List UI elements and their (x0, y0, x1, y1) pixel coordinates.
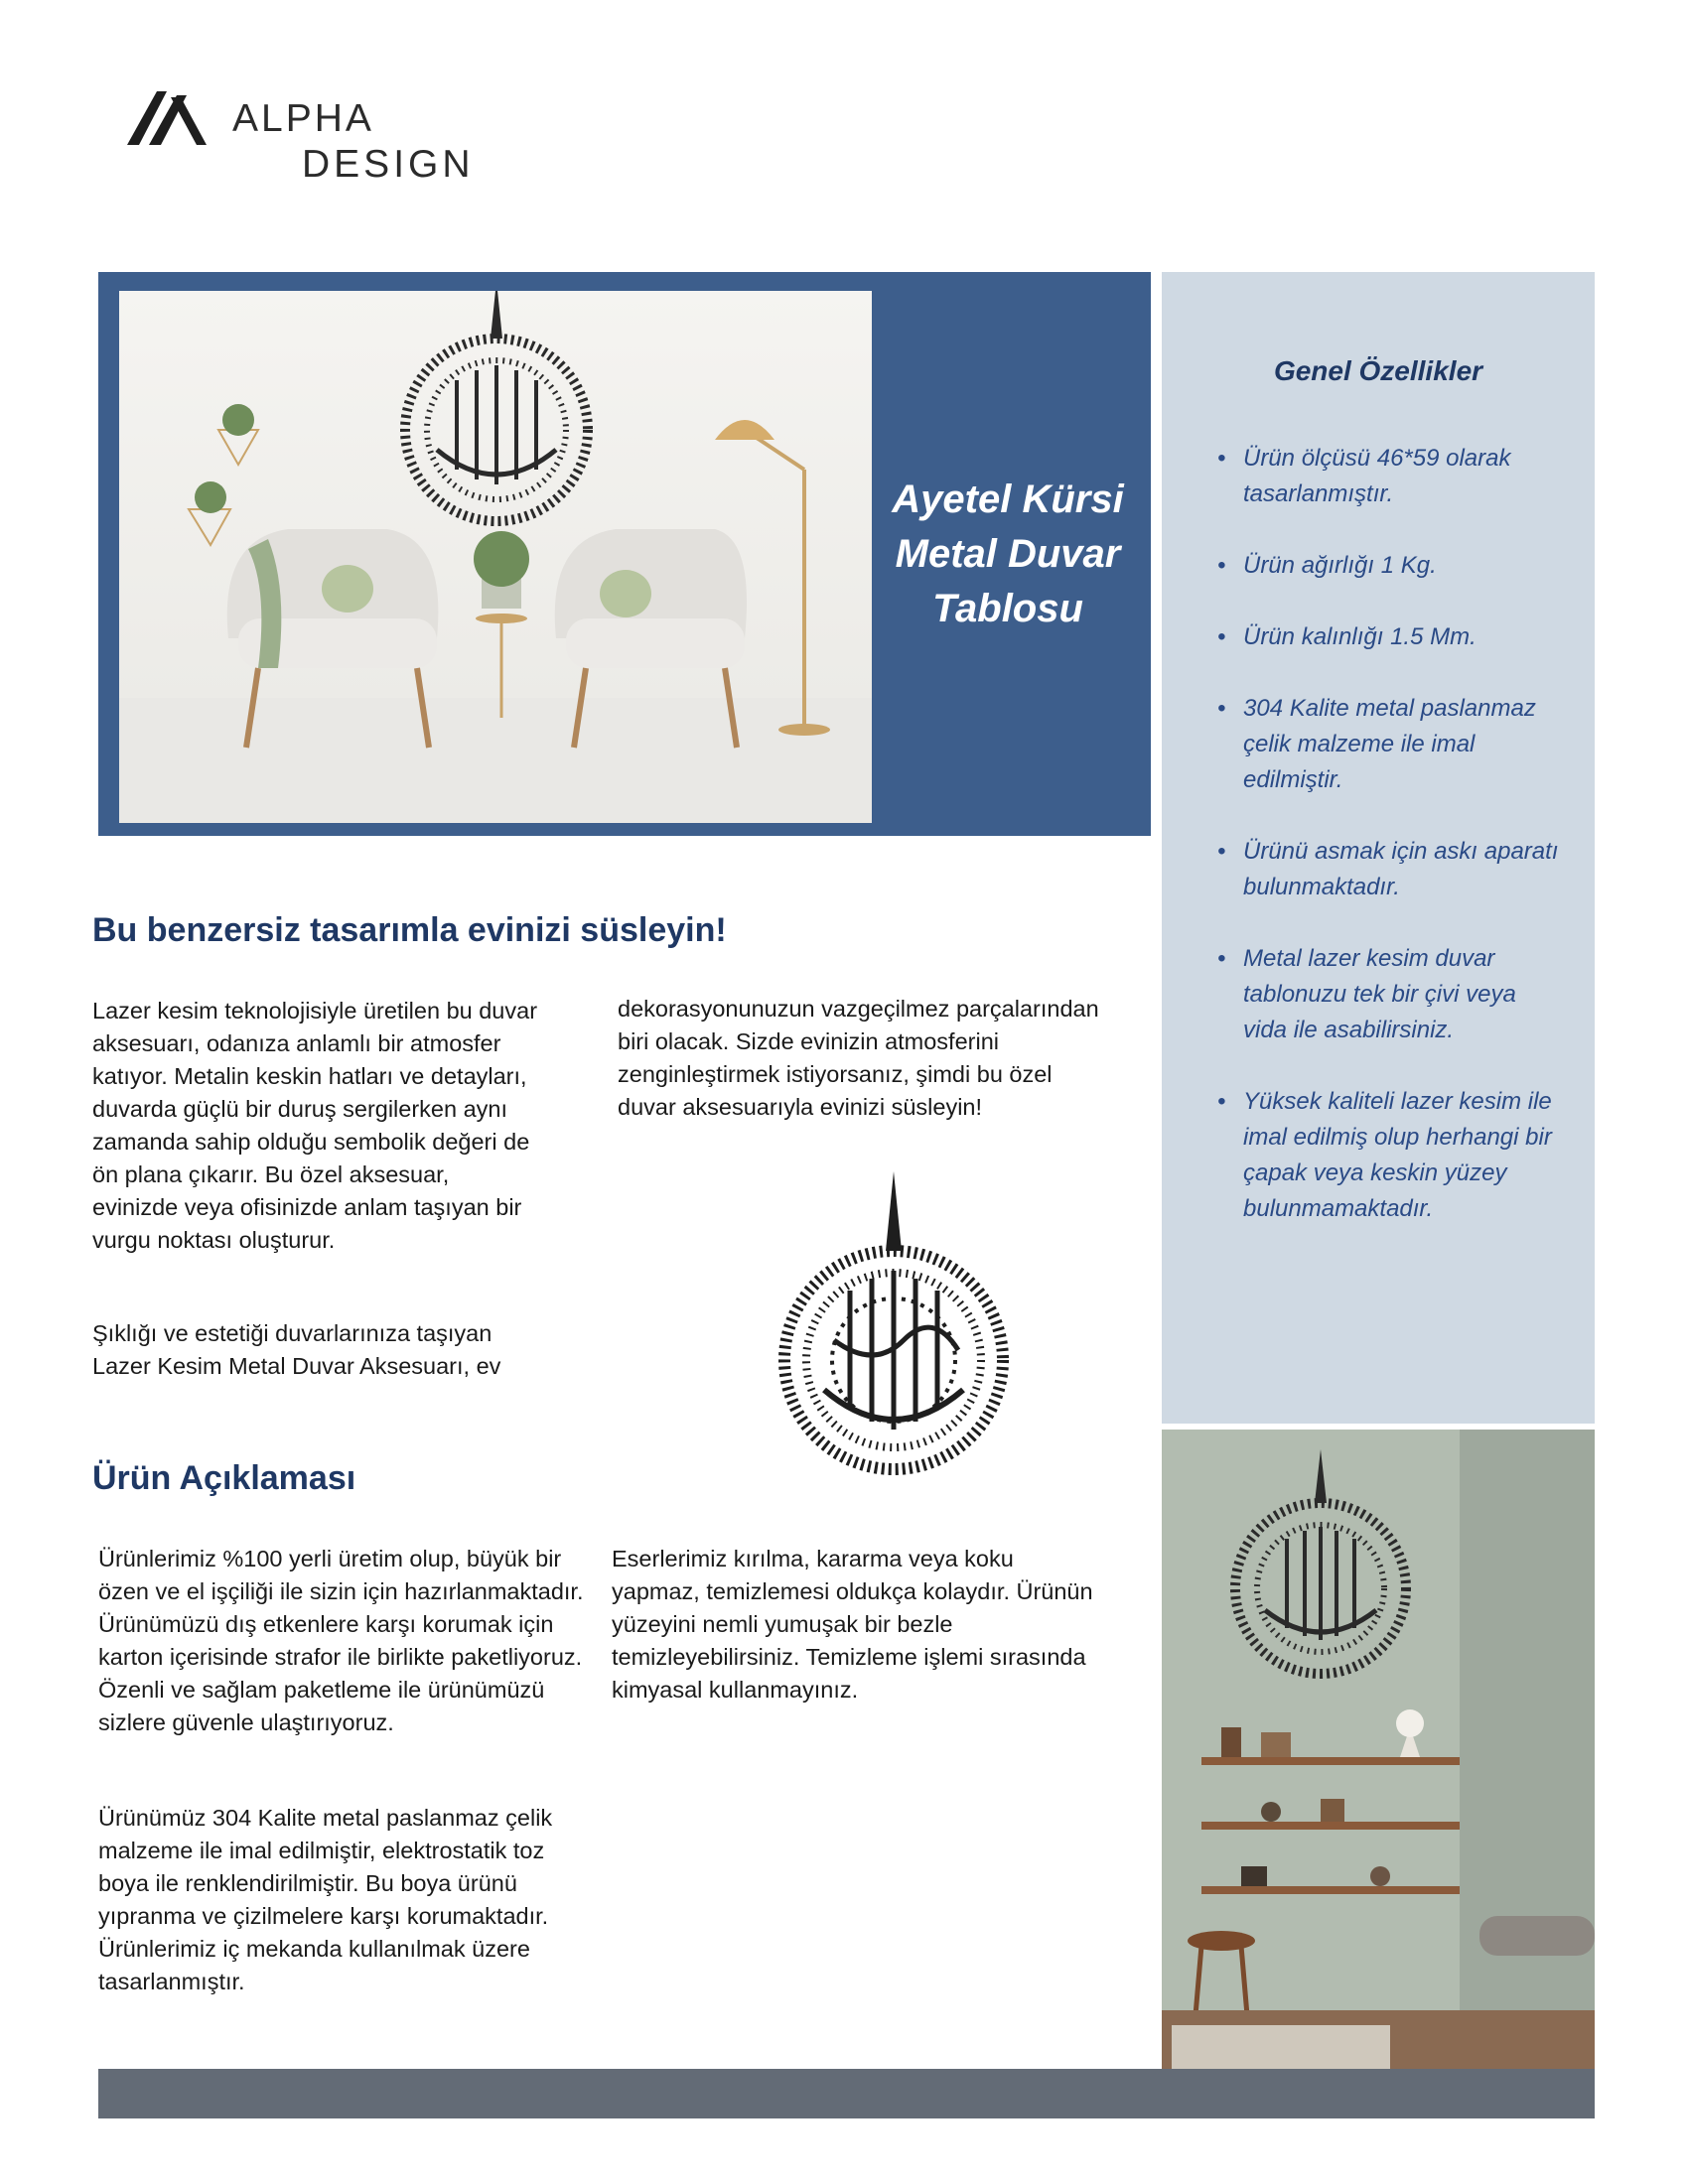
feature-item: • Yüksek kaliteli lazer kesim ile imal edilmiş olup herhangi bir çapak veya keskin yüzey bulunmamaktadır. (1217, 1084, 1565, 1227)
decorate-paragraph-3: dekorasyonunuzun vazgeçilmez parçalarından biri olacak. Sizde evinizin atmosferini zenginleştirmek istiyorsanız, şimdi bu özel duvar aksesuarıyla evinizi süsleyin! (618, 996, 1099, 1120)
section-heading-decorate: Bu benzersiz tasarımla evinizi süsleyin! (92, 911, 727, 949)
product-title-line1: Ayetel Kürsi (892, 478, 1124, 521)
brand-name-line2: DESIGN (302, 143, 475, 186)
feature-item: • Ürün kalınlığı 1.5 Mm. (1217, 619, 1565, 655)
description-paragraph-2: Ürünümüz 304 Kalite metal paslanmaz çelik malzeme ile imal edilmiştir, elektrostatik toz boya ile renklendirilmiştir. Bu boya ürünü yıpranma ve çizilmelere karşı korumaktadır. Ürünlerimiz iç mekanda kullanılmak üzere tasarlanmıştır. (98, 1805, 553, 1994)
product-title-line3: Tablosu (932, 587, 1083, 630)
description-paragraph-3: Eserlerimiz kırılma, kararma veya koku yapmaz, temizlemesi oldukça kolaydır. Ürünün yüzeyini nemli yumuşak bir bezle temizleyebilirsiniz. Temizleme işlemi sırasında kimyasal kullanmayınız. (612, 1546, 1093, 1703)
features-list (1217, 441, 1565, 1263)
decorate-paragraph-1: Lazer kesim teknolojisiyle üretilen bu duvar aksesuarı, odanıza anlamlı bir atmosfer katıyor. Metalin keskin hatları ve detayları, duvarda güçlü bir duruş sergilerken aynı zamanda sahip olduğu sembolik değeri de ön plana çıkarır. Bu özel aksesuar, evinizde veya ofisinizde anlam taşıyan bir vurgu noktası oluşturur. (92, 998, 538, 1253)
product-title (864, 473, 1152, 636)
feature-item: • Ürünü asmak için askı aparatı bulunmaktadır. (1217, 834, 1565, 905)
brand-name-line1: ALPHA (232, 97, 374, 140)
description-paragraph-1: Ürünlerimiz %100 yerli üretim olup, büyük bir özen ve el işçiliği ile sizin için hazırlanmaktadır. Ürünümüzü dış etkenlere karşı korumak için karton içerisinde strafor ile birlikte paketliyoruz. Özenli ve sağlam paketleme ile ürünümüzü sizlere güvenle ulaştırıyoruz. (98, 1546, 584, 1735)
feature-item: • Ürün ağırlığı 1 Kg. (1217, 548, 1565, 584)
footer-bar (98, 2069, 1595, 2118)
general-features-panel (1162, 272, 1595, 1424)
feature-item: • Ürün ölçüsü 46*59 olarak tasarlanmıştır. (1217, 441, 1565, 512)
interior-product-photo (1162, 1430, 1595, 2069)
feature-item: • 304 Kalite metal paslanmaz çelik malzeme ile imal edilmiştir. (1217, 691, 1565, 798)
feature-item: • Metal lazer kesim duvar tablonuzu tek bir çivi veya vida ile asabilirsiniz. (1217, 941, 1565, 1048)
product-title-line2: Metal Duvar (895, 532, 1121, 576)
section-heading-description: Ürün Açıklaması (92, 1459, 356, 1497)
alpha-logo-icon (127, 83, 236, 153)
decorate-paragraph-2: Şıklığı ve estetiği duvarlarınıza taşıyan Lazer Kesim Metal Duvar Aksesuarı, ev (92, 1320, 501, 1379)
brand-logo (127, 83, 485, 186)
calligraphy-artwork-image (765, 1171, 1023, 1479)
hero-product-photo (119, 291, 872, 823)
features-heading: Genel Özellikler (1273, 355, 1483, 386)
